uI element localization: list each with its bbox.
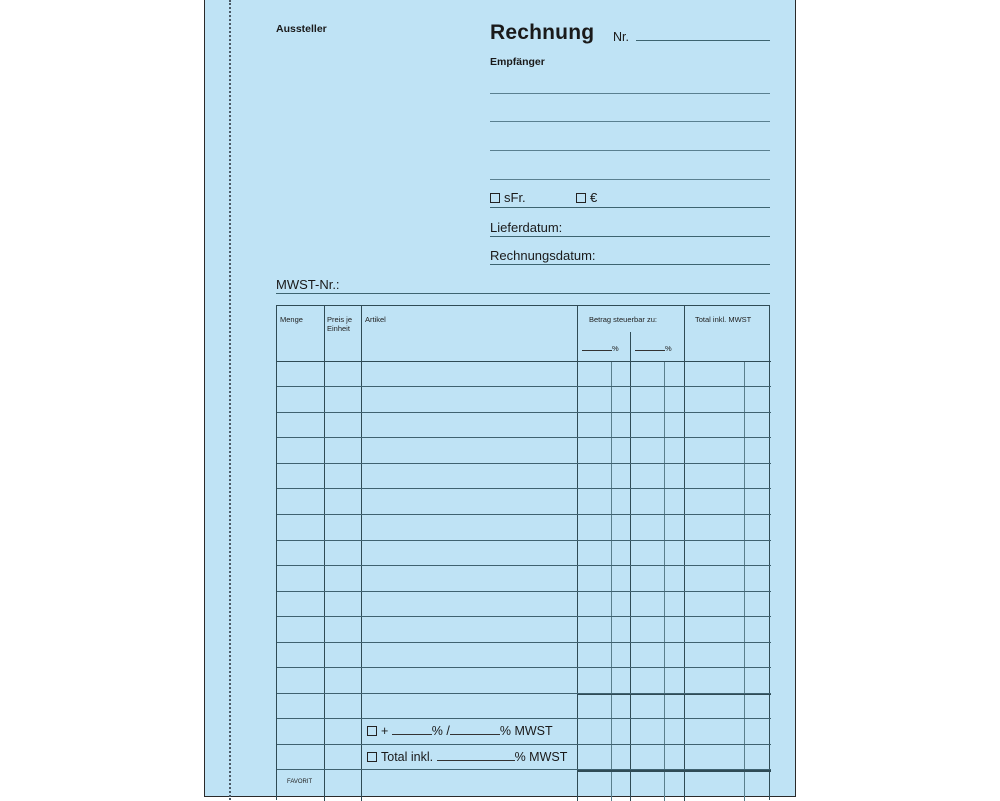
col-divider-taxable-split bbox=[630, 332, 631, 801]
checkbox-icon[interactable] bbox=[490, 193, 500, 203]
recipient-label: Empfänger bbox=[490, 56, 545, 68]
recipient-line-2[interactable] bbox=[490, 121, 770, 122]
delivery-date-label: Lieferdatum: bbox=[490, 220, 563, 235]
vat-rate-blank-1[interactable] bbox=[392, 725, 432, 735]
row-line bbox=[277, 591, 771, 592]
currency-underline bbox=[490, 207, 770, 208]
invoice-number-label: Nr. bbox=[613, 30, 629, 44]
invoice-items-table bbox=[276, 305, 770, 800]
vat-suffix-label: % MWST bbox=[499, 724, 553, 738]
vat-rate-blank-2[interactable] bbox=[450, 725, 500, 735]
delivery-date-field[interactable] bbox=[490, 236, 770, 237]
header-total: Total inkl. MWST bbox=[695, 315, 752, 324]
header-taxable-amount: Betrag steuerbar zu: bbox=[589, 315, 657, 324]
row-line bbox=[277, 667, 771, 668]
col-divider-article bbox=[577, 306, 578, 801]
header-article: Artikel bbox=[365, 315, 386, 324]
row-line bbox=[277, 642, 771, 643]
vat-percent-separator: % / bbox=[431, 724, 450, 738]
header-unit-price: Preis je Einheit bbox=[327, 315, 353, 333]
col-divider-taxable bbox=[684, 306, 685, 801]
row-line bbox=[277, 488, 771, 489]
row-line bbox=[277, 744, 771, 745]
total-label: Total inkl. bbox=[381, 750, 434, 764]
perforation-line bbox=[229, 0, 231, 800]
subtotal-line bbox=[577, 694, 771, 695]
currency-chf-label: sFr. bbox=[504, 190, 526, 205]
percent-b-label: % bbox=[665, 344, 672, 353]
header-quantity: Menge bbox=[280, 315, 303, 324]
checkbox-icon[interactable] bbox=[367, 752, 377, 762]
invoice-number-field[interactable] bbox=[636, 40, 770, 41]
total-rate-blank[interactable] bbox=[437, 751, 515, 761]
col-cents-total bbox=[744, 361, 745, 801]
brand-mark: FAVORIT bbox=[287, 779, 313, 785]
col-divider-price bbox=[361, 306, 362, 801]
total-row[interactable] bbox=[367, 750, 567, 764]
vat-number-label: MWST-Nr.: bbox=[276, 277, 340, 292]
invoice-title: Rechnung bbox=[490, 21, 595, 44]
recipient-line-1[interactable] bbox=[490, 93, 770, 94]
total-suffix-label: % MWST bbox=[514, 750, 568, 764]
invoice-date-label: Rechnungsdatum: bbox=[490, 248, 596, 263]
header-rate-a[interactable] bbox=[582, 341, 619, 353]
grand-total-line bbox=[577, 770, 771, 772]
vat-calculation-row[interactable] bbox=[367, 724, 553, 738]
row-line bbox=[277, 514, 771, 515]
row-line bbox=[277, 616, 771, 617]
vat-number-field[interactable] bbox=[276, 293, 770, 294]
header-rate-b[interactable] bbox=[635, 341, 672, 353]
recipient-line-3[interactable] bbox=[490, 150, 770, 151]
header-bottom-line bbox=[277, 361, 771, 362]
row-line bbox=[277, 463, 771, 464]
row-line bbox=[277, 565, 771, 566]
col-divider-quantity bbox=[324, 306, 325, 801]
checkbox-icon[interactable] bbox=[367, 726, 377, 736]
row-line bbox=[277, 412, 771, 413]
row-line bbox=[277, 540, 771, 541]
col-cents-a bbox=[611, 361, 612, 801]
currency-option-eur[interactable] bbox=[576, 190, 597, 205]
issuer-label: Aussteller bbox=[276, 23, 327, 35]
currency-option-chf[interactable] bbox=[490, 190, 526, 205]
row-line bbox=[277, 386, 771, 387]
recipient-line-4[interactable] bbox=[490, 179, 770, 180]
invoice-date-field[interactable] bbox=[490, 264, 770, 265]
row-line bbox=[277, 718, 771, 719]
col-cents-b bbox=[664, 361, 665, 801]
vat-plus-label: + bbox=[381, 724, 389, 738]
percent-a-label: % bbox=[612, 344, 619, 353]
currency-eur-label: € bbox=[590, 190, 598, 205]
checkbox-icon[interactable] bbox=[576, 193, 586, 203]
row-line bbox=[277, 437, 771, 438]
